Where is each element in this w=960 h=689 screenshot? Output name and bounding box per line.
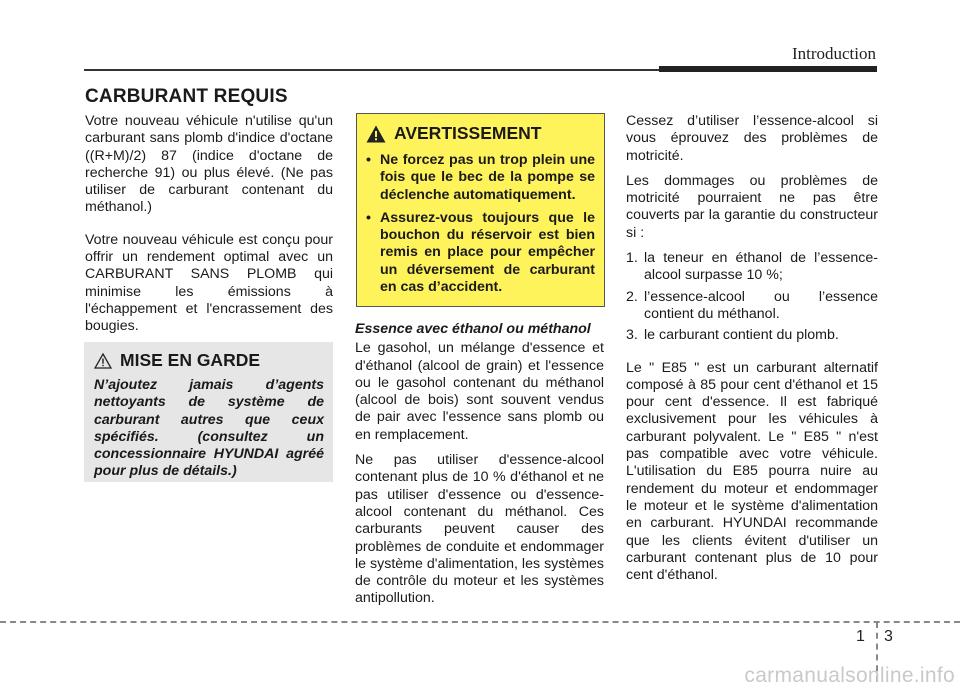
column-1 [85,113,333,351]
list-item-number: 2. [626,288,638,305]
warning-triangle-icon [94,353,112,369]
warning-list-item: • Assurez-vous toujours que le bouchon du réservoir est bien remis en place pour empêcher un déversement de carburant en cas d’accident. [366,210,595,296]
section-title: CARBURANT REQUIS [85,86,288,107]
list-item-text: la teneur en éthanol de l’essence-alcool surpasse 10 %; [644,250,878,284]
warning-list-item: • Ne forcez pas un trop plein une fois que le bec de la pompe se déclenche automatiquement. [366,152,595,204]
paragraph: Le " E85 " est un carburant alternatif composé à 85 pour cent d'éthanol et 15 pour cent d'essence. Il est fabriqué exclusivement pour les véhicules à carburant polyvalent. Le " E85 " n'est pas compatible avec votre véhicule. L'utilisation du E85 pourra nuire au rendement du moteur et endommager le moteur et le système d'alimentation en carburant. HYUNDAI recommande que les clients évitent d'utiliser un carburant contenant plus de 10 pour cent d'éthanol. [626,359,878,584]
paragraph: Cessez d’utiliser l’essence-alcool si vous éprouvez des problèmes de motricité. [626,113,878,164]
running-head-title: Introduction [791,44,876,63]
column-3 [626,113,878,599]
warning-list [366,152,595,296]
list-item-text: l’essence-alcool ou l’essence contient du méthanol. [644,288,878,322]
caution-box-text: N’ajoutez jamais d’agents nettoyants de système de carburant autres que ceux spécifiés. (consultez un concessionnaire HYUNDAI agréé pour plus de détails.) [94,377,324,480]
warning-box-header [366,123,595,144]
warning-box-title: AVERTISSEMENT [394,123,542,143]
footer-rule [0,621,960,623]
warning-triangle-icon [366,125,386,143]
list-item [626,289,878,324]
paragraph: Votre nouveau véhicule est conçu pour offrir un rendement optimal avec un CARBURANT SANS PLOMB qui minimise les émissions à l'échappement et l'encrassement des bougies. [85,231,333,335]
subheading: Essence avec éthanol ou méthanol [355,321,591,337]
header-rule-accent [659,66,877,72]
list-item [626,250,878,285]
paragraph: Le gasohol, un mélange d'essence et d'éthanol (alcool de grain) et l'essence ou le gasohol contenant du méthanol (alcool de bois) sont souvent vendus de pair avec l'essence sans plomb ou en remplacement. [355,340,604,443]
header-rule [84,69,659,71]
caution-box [84,342,333,482]
warning-box [356,113,605,307]
paragraph: Votre nouveau véhicule n'utilise qu'un carburant sans plomb d'indice d'octane ((R+M)/2) 87 (indice d'octane de recherche 91) ou plus élevé. (Ne pas utiliser de carburant contenant du méthanol.) [85,113,333,216]
conditions-list [626,250,878,344]
list-item [626,327,878,344]
paragraph: Ne pas utiliser d'essence-alcool contenant plus de 10 % d'éthanol et ne pas utiliser d'essence ou d'essence-alcool contenant du méthanol. Ces carburants peuvent causer des problèmes de conduite et endommager le système d'alimentation, les systèmes de contrôle du moteur et les systèmes antipollution. [355,452,604,607]
list-item-text: le carburant contient du plomb. [644,327,839,344]
page-number: 3 [884,628,893,645]
list-item-number: 1. [626,250,638,267]
caution-box-title: MISE EN GARDE [120,350,261,370]
list-item-number: 3. [626,327,638,344]
chapter-number: 1 [856,628,865,645]
column-2 [355,321,604,623]
caution-box-header [94,350,324,371]
watermark: carmanualsonline.info [744,664,955,687]
paragraph: Les dommages ou problèmes de motricité pourraient ne pas être couverts par la garantie du constructeur si : [626,172,878,241]
